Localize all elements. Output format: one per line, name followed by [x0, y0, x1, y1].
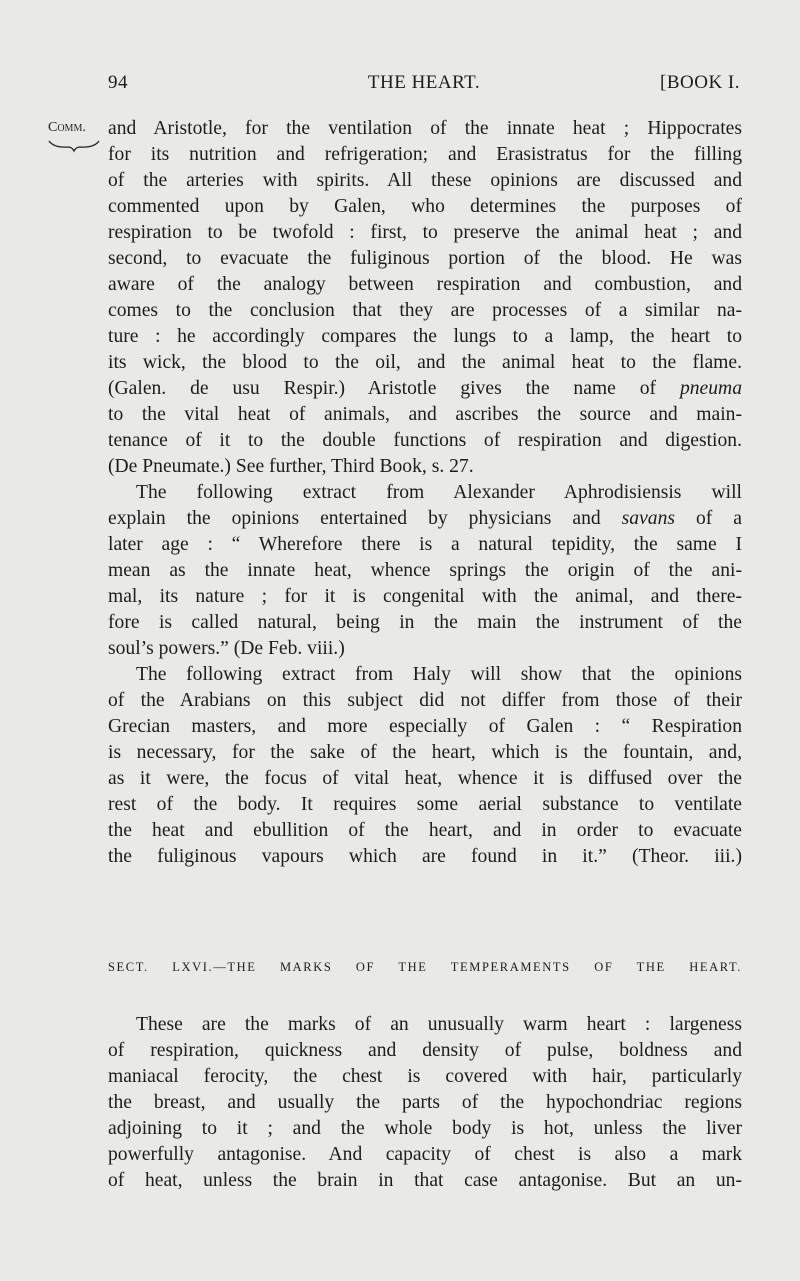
text-line: mean as the innate heat, whence springs the origin of the ani-	[108, 560, 742, 581]
margin-note: Comm.	[48, 120, 86, 135]
italic-term: pneuma	[679, 378, 742, 399]
text-line: adjoining to it ; and the whole body is hot, unless the liver	[108, 1118, 742, 1139]
text-line: respiration to be twofold : first, to preserve the animal heat ; and	[108, 222, 742, 243]
text-line: The following extract from Alexander Aphrodisiensis will	[136, 482, 742, 503]
text-line: of the Arabians on this subject did not differ from those of their	[108, 690, 742, 711]
text-line: These are the marks of an unusually warm heart : largeness	[136, 1014, 742, 1035]
text-line: for its nutrition and refrigeration; and Erasistratus for the filling	[108, 144, 742, 165]
brace-icon	[48, 139, 100, 153]
section-heading: SECT. LXVI.—THE MARKS OF THE TEMPERAMENTS OF THE HEART.	[108, 960, 742, 974]
body-text-block-1	[108, 116, 742, 870]
text-line: the heat and ebullition of the heart, and in order to evacuate	[108, 820, 742, 841]
text-line: powerfully antagonise. And capacity of chest is also a mark	[108, 1144, 742, 1165]
text-line: of the arteries with spirits. All these opinions are discussed and	[108, 170, 742, 191]
text-line: The following extract from Haly will show that the opinions	[136, 664, 742, 685]
text-line: tenance of it to the double functions of respiration and digestion.	[108, 430, 742, 451]
page-number: 94	[108, 72, 128, 93]
text-line: (Galen. de usu Respir.) Aristotle gives the name of pneuma	[108, 378, 742, 399]
book-label: [BOOK I.	[660, 72, 740, 93]
text-line: explain the opinions entertained by physicians and savans of a	[108, 508, 742, 529]
text-line: and Aristotle, for the ventilation of the innate heat ; Hippocrates	[108, 118, 742, 139]
text-line: its wick, the blood to the oil, and the animal heat to the flame.	[108, 352, 742, 373]
text-line: Grecian masters, and more especially of Galen : “ Respiration	[108, 716, 742, 737]
italic-term: savans	[621, 508, 675, 529]
text-line: the breast, and usually the parts of the hypochondriac regions	[108, 1092, 742, 1113]
text-line: of respiration, quickness and density of pulse, boldness and	[108, 1040, 742, 1061]
text-line: comes to the conclusion that they are processes of a similar na-	[108, 300, 742, 321]
text-line: is necessary, for the sake of the heart, which is the fountain, and,	[108, 742, 742, 763]
text-line: to the vital heat of animals, and ascribes the source and main-	[108, 404, 742, 425]
running-title: THE HEART.	[367, 72, 481, 93]
text-line: of heat, unless the brain in that case antagonise. But an un-	[108, 1170, 742, 1191]
running-head	[108, 72, 740, 98]
text-line: second, to evacuate the fuliginous portion of the blood. He was	[108, 248, 742, 269]
text-line: ture : he accordingly compares the lungs to a lamp, the heart to	[108, 326, 742, 347]
text-line: soul’s powers.” (De Feb. viii.)	[108, 638, 345, 659]
text-line: aware of the analogy between respiration and combustion, and	[108, 274, 742, 295]
text-line: rest of the body. It requires some aerial substance to ventilate	[108, 794, 742, 815]
text-line: mal, its nature ; for it is congenital with the animal, and there-	[108, 586, 742, 607]
text-line: the fuliginous vapours which are found in it.” (Theor. iii.)	[108, 846, 742, 867]
text-line: fore is called natural, being in the main the instrument of the	[108, 612, 742, 633]
text-line: as it were, the focus of vital heat, whence it is diffused over the	[108, 768, 742, 789]
text-line: commented upon by Galen, who determines the purposes of	[108, 196, 742, 217]
body-text-block-2	[108, 1012, 742, 1194]
text-line: maniacal ferocity, the chest is covered with hair, particularly	[108, 1066, 742, 1087]
text-line: (De Pneumate.) See further, Third Book, s. 27.	[108, 456, 474, 477]
text-line: later age : “ Wherefore there is a natural tepidity, the same I	[108, 534, 742, 555]
